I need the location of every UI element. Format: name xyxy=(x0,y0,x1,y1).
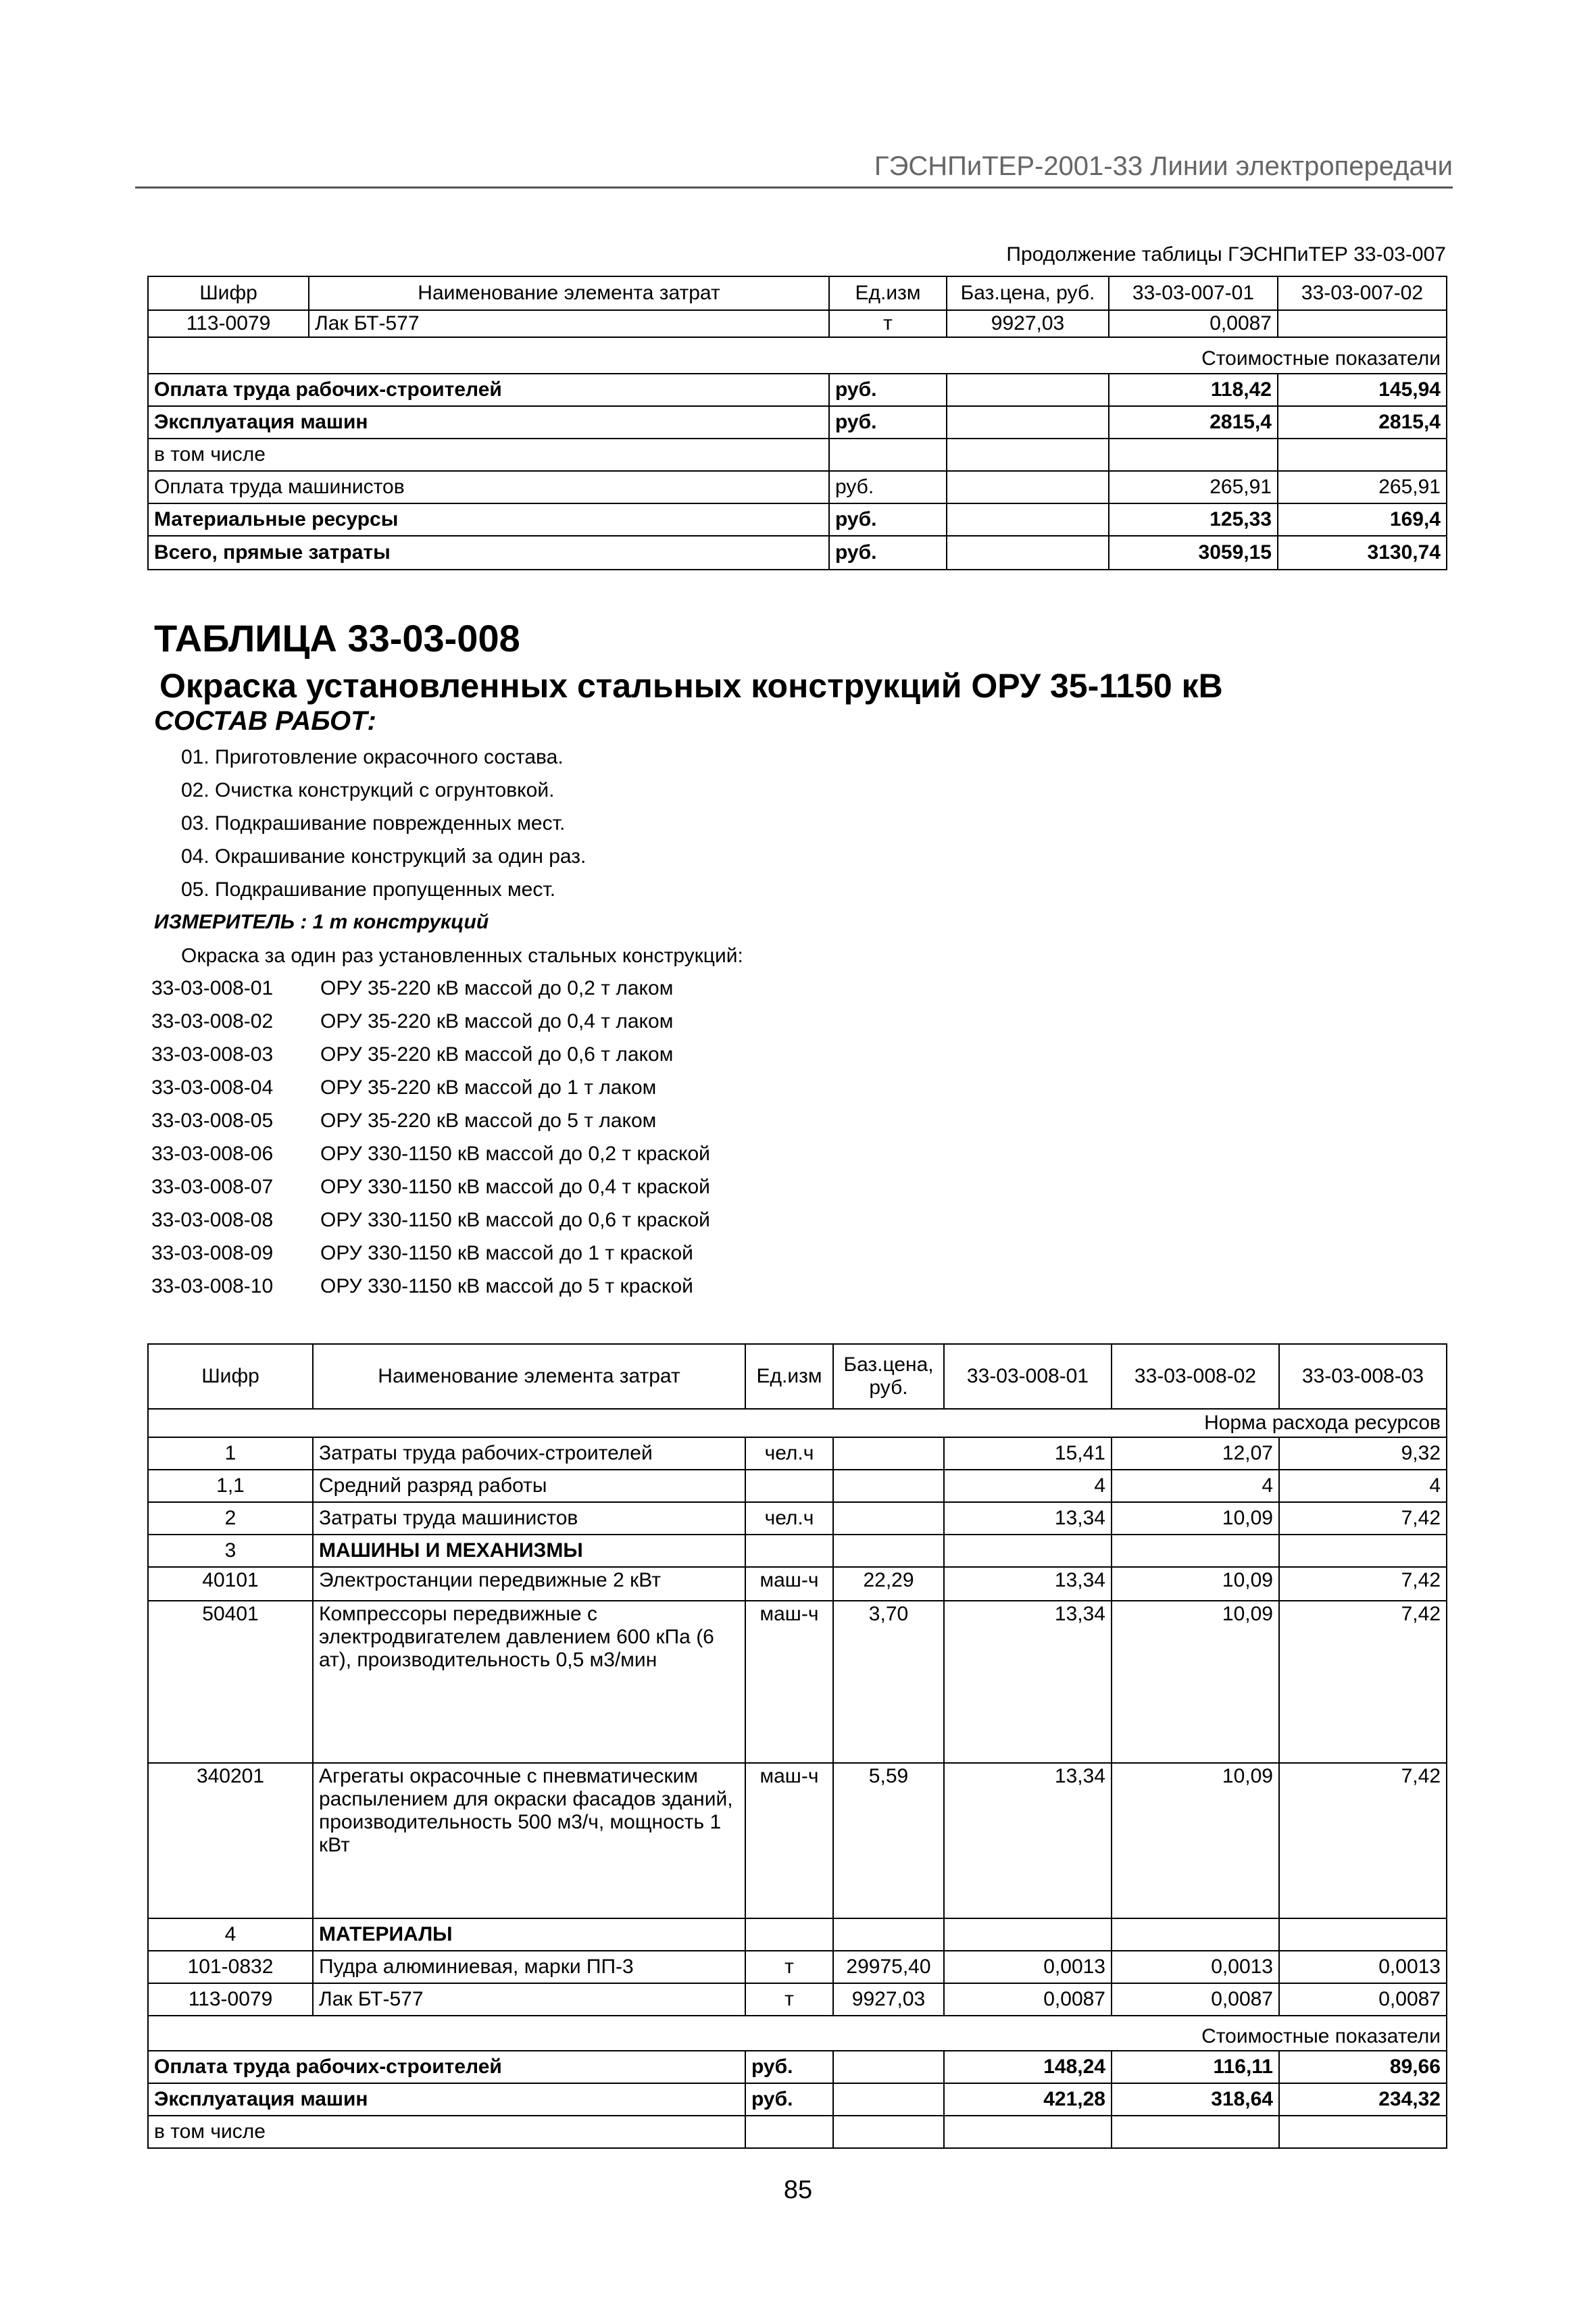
cell-v1: 13,34 xyxy=(944,1502,1112,1535)
code-number: 33-03-008-01 xyxy=(151,977,274,999)
cost-v1: 2815,4 xyxy=(1109,406,1278,439)
empty-cell xyxy=(947,439,1109,471)
cell-name: Средний разряд работы xyxy=(313,1470,745,1502)
cell-price xyxy=(833,1535,944,1567)
code-list-item xyxy=(151,1010,673,1033)
code-description: ОРУ 35-220 кВ массой до 0,2 т лаком xyxy=(320,977,674,999)
cell-name: Лак БТ-577 xyxy=(313,1983,745,2016)
cell-v2: 4 xyxy=(1112,1470,1279,1502)
header-col1: 33-03-008-01 xyxy=(944,1344,1112,1409)
cell-unit xyxy=(745,1918,833,1951)
header-name: Наименование элемента затрат xyxy=(313,1344,745,1409)
cost-v1 xyxy=(944,2116,1112,2148)
code-description: ОРУ 330-1150 кВ массой до 5 т краской xyxy=(320,1275,693,1297)
works-heading: СОСТАВ РАБОТ: xyxy=(154,706,376,736)
empty-cell xyxy=(947,471,1109,503)
cell-v1: 13,34 xyxy=(944,1763,1112,1918)
cell-name: Лак БТ-577 xyxy=(309,310,829,337)
cell-unit: маш-ч xyxy=(745,1763,833,1918)
code-number: 33-03-008-02 xyxy=(151,1010,274,1032)
cell-code: 113-0079 xyxy=(148,1983,313,2016)
cost-v3: 234,32 xyxy=(1279,2083,1447,2116)
cell-code: 101-0832 xyxy=(148,1951,313,1983)
table-row xyxy=(148,536,1447,570)
cell-name: Пудра алюминиевая, марки ПП-3 xyxy=(313,1951,745,1983)
cell-v1: 0,0087 xyxy=(944,1983,1112,2016)
cell-v1: 4 xyxy=(944,1470,1112,1502)
page-number: 85 xyxy=(783,2176,813,2204)
cell-v3 xyxy=(1279,1918,1447,1951)
running-header: ГЭСНПиТЕР-2001-33 Линии электропередачи xyxy=(874,151,1453,181)
cost-v2: 265,91 xyxy=(1278,471,1447,503)
cell-v2: 10,09 xyxy=(1112,1502,1279,1535)
cost-name: Оплата труда рабочих-строителей xyxy=(148,374,829,406)
cost-name: Эксплуатация машин xyxy=(148,2083,745,2116)
cost-v2: 169,4 xyxy=(1278,503,1447,536)
code-number: 33-03-008-04 xyxy=(151,1076,274,1099)
cost-unit: руб. xyxy=(745,2051,833,2083)
work-item: 01. Приготовление окрасочного состава. xyxy=(181,746,564,768)
table-row xyxy=(148,1470,1447,1502)
table-row xyxy=(148,406,1447,439)
cost-v1: 265,91 xyxy=(1109,471,1278,503)
code-list-item xyxy=(151,1110,656,1132)
table-row xyxy=(148,2083,1447,2116)
cell-v3 xyxy=(1279,1535,1447,1567)
header-unit: Ед.изм xyxy=(745,1344,833,1409)
code-description: ОРУ 35-220 кВ массой до 0,6 т лаком xyxy=(320,1043,674,1066)
code-description: ОРУ 35-220 кВ массой до 5 т лаком xyxy=(320,1110,657,1132)
cell-unit: т xyxy=(745,1983,833,2016)
empty-cell xyxy=(833,2051,944,2083)
cell-v3: 0,0087 xyxy=(1279,1983,1447,2016)
header-code: Шифр xyxy=(148,1344,313,1409)
table-row xyxy=(148,1918,1447,1951)
cell-name: Компрессоры передвижные с электродвигателем давлением 600 кПа (6 ат), производительность 0,5 м3/мин xyxy=(313,1601,745,1763)
cell-unit xyxy=(745,1470,833,1502)
cost-unit: руб. xyxy=(829,374,947,406)
table-header-row xyxy=(148,1344,1447,1409)
cost-v1: 3059,15 xyxy=(1109,536,1278,570)
empty-cell xyxy=(833,2116,944,2148)
code-number: 33-03-008-03 xyxy=(151,1043,274,1066)
measure-caption: Окраска за один раз установленных стальных конструкций: xyxy=(181,945,743,967)
cell-price xyxy=(833,1918,944,1951)
cost-v3 xyxy=(1279,2116,1447,2148)
code-number: 33-03-008-06 xyxy=(151,1143,274,1165)
work-item: 05. Подкрашивание пропущенных мест. xyxy=(181,878,556,901)
table-row xyxy=(148,374,1447,406)
cell-unit xyxy=(745,1535,833,1567)
cell-code: 1 xyxy=(148,1437,313,1470)
cell-v3: 4 xyxy=(1279,1470,1447,1502)
cell-unit: т xyxy=(829,310,947,337)
cell-v3: 0,0013 xyxy=(1279,1951,1447,1983)
cell-name: МАШИНЫ И МЕХАНИЗМЫ xyxy=(313,1535,745,1567)
cell-price: 29975,40 xyxy=(833,1951,944,1983)
cell-code: 340201 xyxy=(148,1763,313,1918)
cell-unit: маш-ч xyxy=(745,1567,833,1601)
cell-price xyxy=(833,1470,944,1502)
cell-v1: 13,34 xyxy=(944,1567,1112,1601)
table-header-row xyxy=(148,276,1447,310)
table-33-03-007-continuation xyxy=(147,276,1447,570)
cost-name: в том числе xyxy=(148,2116,745,2148)
cell-v2: 10,09 xyxy=(1112,1763,1279,1918)
cost-name: Всего, прямые затраты xyxy=(148,536,829,570)
cell-v1: 15,41 xyxy=(944,1437,1112,1470)
cell-v2: 10,09 xyxy=(1112,1567,1279,1601)
table-row xyxy=(148,2051,1447,2083)
cell-unit: чел.ч xyxy=(745,1502,833,1535)
cost-unit: руб. xyxy=(829,536,947,570)
cell-name: МАТЕРИАЛЫ xyxy=(313,1918,745,1951)
code-description: ОРУ 330-1150 кВ массой до 0,6 т краской xyxy=(320,1209,710,1231)
code-number: 33-03-008-09 xyxy=(151,1242,274,1264)
cell-code: 40101 xyxy=(148,1567,313,1601)
cost-v2: 2815,4 xyxy=(1278,406,1447,439)
code-description: ОРУ 330-1150 кВ массой до 0,4 т краской xyxy=(320,1176,710,1198)
cost-v2 xyxy=(1112,2116,1279,2148)
code-list-item xyxy=(151,1043,673,1066)
cell-v3: 7,42 xyxy=(1279,1567,1447,1601)
cost-v3: 89,66 xyxy=(1279,2051,1447,2083)
cost-unit xyxy=(745,2116,833,2148)
norm-label: Норма расхода ресурсов xyxy=(148,1409,1447,1437)
table-row xyxy=(148,439,1447,471)
cell-price xyxy=(833,1437,944,1470)
cell-v1: 0,0087 xyxy=(1109,310,1278,337)
header-col2: 33-03-007-02 xyxy=(1278,276,1447,310)
section-label-row xyxy=(148,344,1447,374)
empty-cell xyxy=(947,406,1109,439)
header-price: Баз.цена, руб. xyxy=(833,1344,944,1409)
cell-name: Агрегаты окрасочные с пневматическим распылением для окраски фасадов зданий, производительность 500 м3/ч, мощность 1 кВт xyxy=(313,1763,745,1918)
spacer-row xyxy=(148,337,1447,344)
work-item: 02. Очистка конструкций с огрунтовкой. xyxy=(181,779,555,801)
header-col2: 33-03-008-02 xyxy=(1112,1344,1279,1409)
header-price: Баз.цена, руб. xyxy=(947,276,1109,310)
cell-v2 xyxy=(1112,1918,1279,1951)
code-description: ОРУ 330-1150 кВ массой до 1 т краской xyxy=(320,1242,693,1264)
cell-code: 1,1 xyxy=(148,1470,313,1502)
code-description: ОРУ 35-220 кВ массой до 1 т лаком xyxy=(320,1076,657,1099)
cell-name: Затраты труда рабочих-строителей xyxy=(313,1437,745,1470)
table-row xyxy=(148,1983,1447,2016)
cell-v1 xyxy=(944,1535,1112,1567)
cost-unit: руб. xyxy=(829,503,947,536)
cell-v1: 0,0013 xyxy=(944,1951,1112,1983)
cell-v2: 10,09 xyxy=(1112,1601,1279,1763)
code-number: 33-03-008-07 xyxy=(151,1176,274,1198)
cell-v3: 7,42 xyxy=(1279,1763,1447,1918)
code-description: ОРУ 35-220 кВ массой до 0,4 т лаком xyxy=(320,1010,674,1032)
cell-code: 113-0079 xyxy=(148,310,309,337)
table-subtitle: Окраска установленных стальных конструкций ОРУ 35-1150 кВ xyxy=(159,667,1223,705)
code-number: 33-03-008-05 xyxy=(151,1110,274,1132)
cost-unit: руб. xyxy=(745,2083,833,2116)
cost-v2: 3130,74 xyxy=(1278,536,1447,570)
table-row xyxy=(148,1502,1447,1535)
cell-v3: 7,42 xyxy=(1279,1502,1447,1535)
code-list-item xyxy=(151,1176,710,1199)
header-name: Наименование элемента затрат xyxy=(309,276,829,310)
table-row xyxy=(148,503,1447,536)
cost-section-label: Стоимостные показатели xyxy=(148,344,1447,374)
empty-cell xyxy=(833,2083,944,2116)
cost-name: Оплата труда машинистов xyxy=(148,471,829,503)
cell-v3: 9,32 xyxy=(1279,1437,1447,1470)
cell-name: Затраты труда машинистов xyxy=(313,1502,745,1535)
table-row xyxy=(148,1535,1447,1567)
cell-v3: 7,42 xyxy=(1279,1601,1447,1763)
header-col3: 33-03-008-03 xyxy=(1279,1344,1447,1409)
code-list-item xyxy=(151,1076,656,1099)
cost-unit xyxy=(829,439,947,471)
cell-code: 3 xyxy=(148,1535,313,1567)
cell-v2: 0,0087 xyxy=(1112,1983,1279,2016)
cell-price: 9927,03 xyxy=(947,310,1109,337)
work-item: 03. Подкрашивание поврежденных мест. xyxy=(181,812,566,835)
cell-unit: т xyxy=(745,1951,833,1983)
header-rule xyxy=(135,186,1453,189)
table-33-03-008 xyxy=(147,1343,1447,2149)
cell-unit: маш-ч xyxy=(745,1601,833,1763)
cost-v2: 116,11 xyxy=(1112,2051,1279,2083)
cell-code: 2 xyxy=(148,1502,313,1535)
code-list-item xyxy=(151,1209,710,1232)
code-list-item xyxy=(151,1242,693,1265)
table-row xyxy=(148,471,1447,503)
table-row xyxy=(148,2116,1447,2148)
empty-cell xyxy=(947,374,1109,406)
cost-section-label: Стоимостные показатели xyxy=(148,2022,1447,2051)
cell-v2: 0,0013 xyxy=(1112,1951,1279,1983)
cell-v1: 13,34 xyxy=(944,1601,1112,1763)
cell-name: Электростанции передвижные 2 кВт xyxy=(313,1567,745,1601)
table-row xyxy=(148,1601,1447,1763)
cost-v2 xyxy=(1278,439,1447,471)
cell-unit: чел.ч xyxy=(745,1437,833,1470)
cost-v1: 148,24 xyxy=(944,2051,1112,2083)
cost-label-row xyxy=(148,2022,1447,2051)
empty-cell xyxy=(947,536,1109,570)
continuation-caption: Продолжение таблицы ГЭСНПиТЕР 33-03-007 xyxy=(1006,243,1446,266)
measurer: ИЗМЕРИТЕЛЬ : 1 т конструкций xyxy=(154,911,489,933)
header-unit: Ед.изм xyxy=(829,276,947,310)
cell-price xyxy=(833,1502,944,1535)
cost-name: в том числе xyxy=(148,439,829,471)
table-title: ТАБЛИЦА 33-03-008 xyxy=(154,617,520,659)
empty-cell xyxy=(947,503,1109,536)
cell-price: 9927,03 xyxy=(833,1983,944,2016)
code-list-item xyxy=(151,1275,693,1298)
table-row xyxy=(148,1951,1447,1983)
work-item: 04. Окрашивание конструкций за один раз. xyxy=(181,845,587,868)
cost-unit: руб. xyxy=(829,406,947,439)
cost-name: Оплата труда рабочих-строителей xyxy=(148,2051,745,2083)
cost-unit: руб. xyxy=(829,471,947,503)
cost-v2: 145,94 xyxy=(1278,374,1447,406)
cost-v1: 125,33 xyxy=(1109,503,1278,536)
cost-v1: 118,42 xyxy=(1109,374,1278,406)
cell-price: 22,29 xyxy=(833,1567,944,1601)
cost-v1: 421,28 xyxy=(944,2083,1112,2116)
spacer-row xyxy=(148,2016,1447,2022)
table-row xyxy=(148,310,1447,337)
cost-name: Материальные ресурсы xyxy=(148,503,829,536)
code-number: 33-03-008-08 xyxy=(151,1209,274,1231)
cell-v2 xyxy=(1112,1535,1279,1567)
header-col1: 33-03-007-01 xyxy=(1109,276,1278,310)
cost-name: Эксплуатация машин xyxy=(148,406,829,439)
cell-price: 5,59 xyxy=(833,1763,944,1918)
cell-v1 xyxy=(944,1918,1112,1951)
table-row xyxy=(148,1567,1447,1601)
cost-v2: 318,64 xyxy=(1112,2083,1279,2116)
code-list-item xyxy=(151,977,673,1000)
cell-code: 4 xyxy=(148,1918,313,1951)
code-number: 33-03-008-10 xyxy=(151,1275,274,1297)
norm-label-row xyxy=(148,1409,1447,1437)
cell-code: 50401 xyxy=(148,1601,313,1763)
code-list-item xyxy=(151,1143,710,1166)
cell-v2 xyxy=(1278,310,1447,337)
cell-v2: 12,07 xyxy=(1112,1437,1279,1470)
cell-price: 3,70 xyxy=(833,1601,944,1763)
cost-v1 xyxy=(1109,439,1278,471)
header-code: Шифр xyxy=(148,276,309,310)
table-row xyxy=(148,1763,1447,1918)
code-description: ОРУ 330-1150 кВ массой до 0,2 т краской xyxy=(320,1143,710,1165)
table-row xyxy=(148,1437,1447,1470)
